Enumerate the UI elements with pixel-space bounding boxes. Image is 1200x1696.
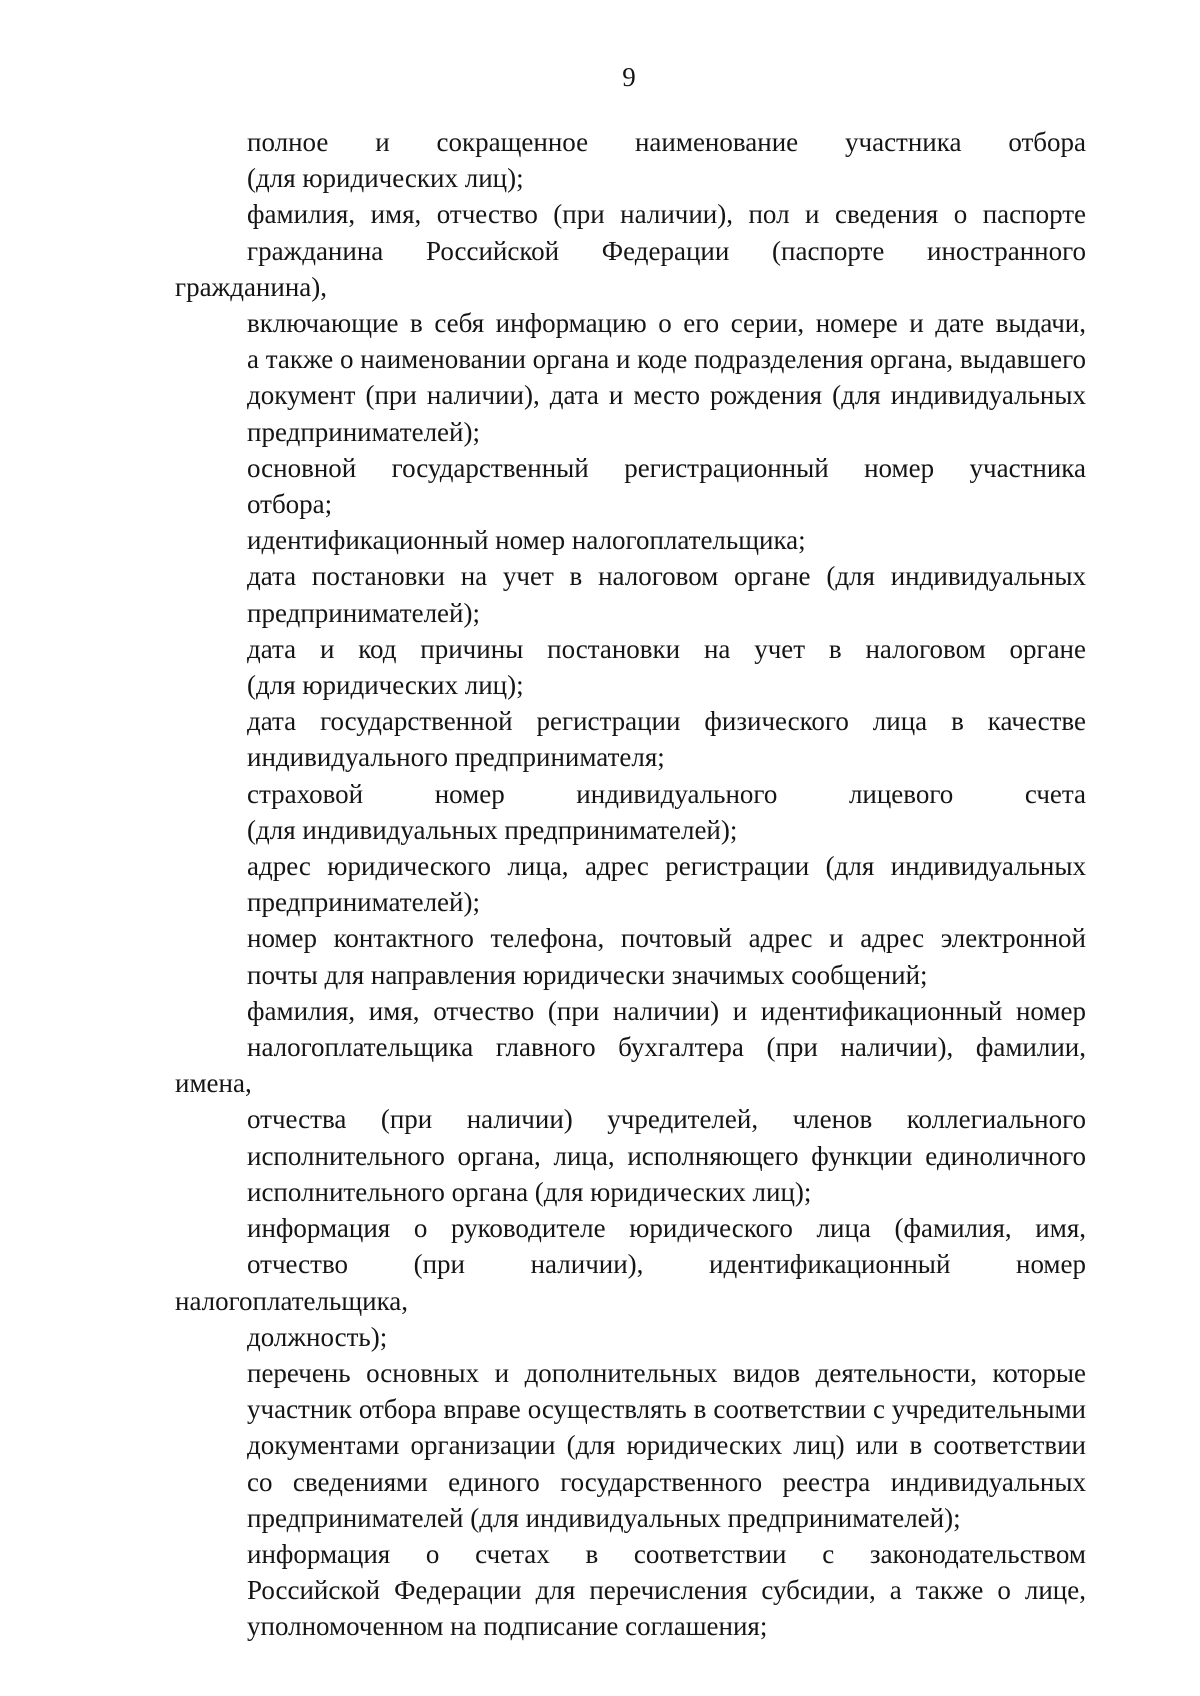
text-line: предпринимателей); [247,416,480,447]
text-line: дата постановки на учет в налоговом органе (для индивидуальных [247,561,1086,592]
text-line: уполномоченном на подписание соглашения; [247,1611,768,1642]
text-line: информация о руководителе юридического лица (фамилия, имя, [247,1213,1086,1244]
text-line: включающие в себя информацию о его серии, номере и дате выдачи, [247,308,1086,339]
paragraph [175,631,1086,703]
text-line: документ (при наличии), дата и место рождения (для индивидуальных [247,380,1086,411]
text-line: а также о наименовании органа и коде подразделения органа, выдавшего [247,344,1086,375]
text-line: исполнительного органа, лица, исполняющего функции единоличного [247,1140,1086,1171]
text-line: основной государственный регистрационный номер участника [247,452,1086,483]
text-line: идентификационный номер налогоплательщика; [247,525,806,556]
text-line: фамилия, имя, отчество (при наличии), пол и сведения о паспорте [247,199,1086,230]
text-line: отбора; [247,489,333,520]
text-line: отчество (при наличии), идентификационный номер налогоплательщика, [175,1249,1086,1316]
text-line: налогоплательщика главного бухгалтера (при наличии), фамилии, имена, [175,1032,1086,1099]
text-line: предпринимателей); [247,597,480,628]
paragraph [175,993,1086,1210]
paragraph [175,703,1086,775]
text-line: адрес юридического лица, адрес регистрации (для индивидуальных [247,851,1086,882]
paragraph [175,1355,1086,1536]
text-line: должность); [247,1321,388,1352]
text-line: (для юридических лиц); [247,670,524,701]
page-number: 9 [622,62,636,92]
text-line: гражданина Российской Федерации (паспорте иностранного гражданина), [175,235,1086,302]
text-line: страховой номер индивидуального лицевого счета [247,778,1086,809]
text-line: исполнительного органа (для юридических лиц); [247,1176,812,1207]
text-line: предпринимателей (для индивидуальных предпринимателей); [247,1502,961,1533]
paragraph [175,522,1086,558]
text-line: номер контактного телефона, почтовый адрес и адрес электронной [247,923,1086,954]
document-body [175,124,1086,1645]
text-line: перечень основных и дополнительных видов деятельности, которые [247,1357,1086,1388]
text-line: дата и код причины постановки на учет в налоговом органе [247,633,1086,664]
text-line: со сведениями единого государственного реестра индивидуальных [247,1466,1086,1497]
paragraph [175,124,1086,196]
text-line: участник отбора вправе осуществлять в соответствии с учредительными [247,1394,1086,1425]
text-line: (для индивидуальных предпринимателей); [247,814,738,845]
text-line: документами организации (для юридических лиц) или в соответствии [247,1430,1086,1461]
paragraph [175,196,1086,449]
paragraph [175,1536,1086,1645]
text-line: дата государственной регистрации физического лица в качестве [247,706,1086,737]
text-line: Российской Федерации для перечисления субсидии, а также о лице, [247,1575,1086,1606]
paragraph [175,558,1086,630]
text-line: предпринимателей); [247,887,480,918]
text-line: отчества (при наличии) учредителей, членов коллегиального [247,1104,1086,1135]
text-line: почты для направления юридически значимых сообщений; [247,959,928,990]
paragraph [175,776,1086,848]
text-line: (для юридических лиц); [247,163,524,194]
text-line: полное и сокращенное наименование участника отбора [247,127,1086,157]
text-line: фамилия, имя, отчество (при наличии) и идентификационный номер [247,995,1086,1026]
text-line: информация о счетах в соответствии с законодательством [247,1538,1086,1569]
paragraph [175,848,1086,920]
text-line: индивидуального предпринимателя; [247,742,665,773]
paragraph [175,1210,1086,1355]
paragraph [175,450,1086,522]
paragraph [175,920,1086,992]
